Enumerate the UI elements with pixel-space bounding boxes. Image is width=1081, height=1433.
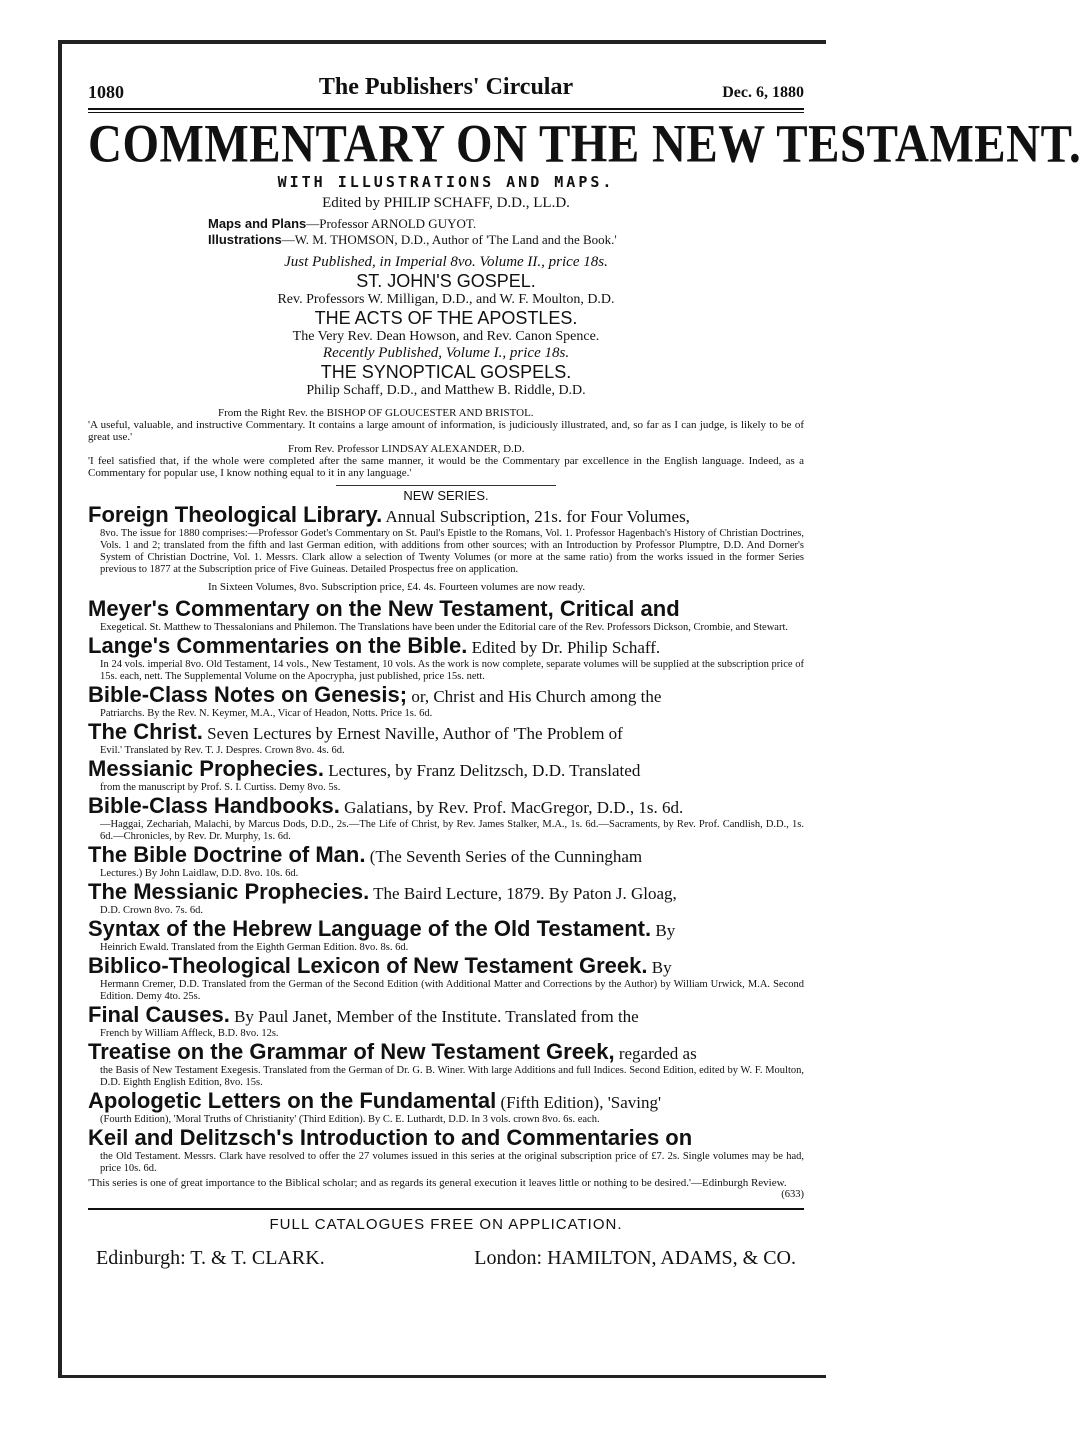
entry-title-line bbox=[88, 635, 804, 659]
page-number: 1080 bbox=[88, 82, 124, 102]
illustrations-label: Illustrations bbox=[208, 232, 282, 247]
entry-details: the Old Testament. Messrs. Clark have resolved to offer the 27 volumes issued in this series at the original subscription price of £7. 2s. Single volumes may be had, price 10s. 6d. bbox=[100, 1151, 804, 1174]
book-entry bbox=[88, 1090, 804, 1126]
running-header bbox=[88, 74, 804, 104]
entry-details: Patriarchs. By the Rev. N. Keymer, M.A., Vicar of Headon, Notts. Price 1s. 6d. bbox=[100, 708, 433, 719]
entry-title: The Bible Doctrine of Man. bbox=[88, 842, 366, 867]
entry-title-continued: (Fifth Edition), 'Saving' bbox=[496, 1093, 662, 1112]
entry-title: The Messianic Prophecies. bbox=[88, 879, 370, 904]
entry-title: Bible-Class Notes on Genesis; bbox=[88, 682, 408, 707]
editor-line: Edited by PHILIP SCHAFF, D.D., LL.D. bbox=[322, 195, 570, 211]
recently-published: Recently Published, Volume I., price 18s. bbox=[322, 345, 570, 361]
entry-title: Foreign Theological Library. bbox=[88, 502, 383, 527]
entry-details: Hermann Cremer, D.D. Translated from the German of the Second Edition (with Additional Matter and Corrections by the Author) by William Urwick, M.A. Second Edition. Demy 4to. 25s. bbox=[100, 979, 804, 1002]
entry-title: Bible-Class Handbooks. bbox=[88, 793, 340, 818]
review-quote-2: 'I feel satisfied that, if the whole were completed after the same manner, it would be the Commentary par excellence in the English language. Indeed, as a Commentary for popular use, I know nothing equal to it in any language.' bbox=[88, 455, 804, 479]
entry-title-continued: Seven Lectures by Ernest Naville, Author of 'The Problem of bbox=[202, 724, 623, 743]
entry-title-line bbox=[88, 1041, 804, 1065]
entry-title: Apologetic Letters on the Fundamental bbox=[88, 1088, 497, 1113]
entry-title-line bbox=[88, 795, 804, 819]
book-entry bbox=[88, 577, 804, 634]
entry-title-line bbox=[88, 918, 804, 942]
review-source-1: From the Right Rev. the BISHOP OF GLOUCESTER AND BRISTOL. bbox=[218, 407, 534, 419]
main-title: COMMENTARY ON THE NEW TESTAMENT. bbox=[88, 114, 1081, 174]
book-entry bbox=[88, 684, 804, 720]
entry-title: Syntax of the Hebrew Language of the Old Testament. bbox=[88, 916, 652, 941]
entry-title-line bbox=[88, 684, 804, 708]
header-rule bbox=[88, 108, 804, 113]
divider bbox=[336, 485, 556, 486]
entry-details: from the manuscript by Prof. S. I. Curtiss. Demy 8vo. 5s. bbox=[100, 782, 341, 793]
maps-text: —Professor ARNOLD GUYOT. bbox=[306, 216, 477, 231]
entry-title: Treatise on the Grammar of New Testament Greek, bbox=[88, 1039, 615, 1064]
advertisement-page bbox=[58, 40, 1081, 1378]
review-quote-1: 'A useful, valuable, and instructive Commentary. It contains a large amount of information, is judiciously illustrated, and, so far as I can judge, is likely to be of great use.' bbox=[88, 419, 804, 443]
catalogues-notice: FULL CATALOGUES FREE ON APPLICATION. bbox=[269, 1216, 623, 1233]
entry-title-line bbox=[88, 1127, 804, 1151]
entry-title-continued: (The Seventh Series of the Cunningham bbox=[365, 847, 643, 866]
book-entry bbox=[88, 918, 804, 954]
entry-details: In 24 vols. imperial 8vo. Old Testament, 14 vols., New Testament, 10 vols. As the work is now complete, separate volumes will be supplied at the subscription price of 15s. each, nett. The Supplemental Volume on the Apocrypha, just published, price 15s. nett. bbox=[100, 659, 804, 682]
entry-title-continued: Lectures, by Franz Delitzsch, D.D. Translated bbox=[324, 761, 641, 780]
entry-details: —Haggai, Zechariah, Malachi, by Marcus Dods, D.D., 2s.—The Life of Christ, by Rev. James Stalker, M.A., 1s. 6d.—Sacraments, by Rev. Prof. Candlish, D.D., 1s. 6d.—Chronicles, by Rev. Dr. Murphy, 1s. 6d. bbox=[100, 819, 804, 842]
entry-title-continued: The Baird Lecture, 1879. By Paton J. Gloag, bbox=[369, 884, 677, 903]
book-list bbox=[88, 504, 804, 1175]
entry-title-line bbox=[88, 881, 804, 905]
entry-details: Heinrich Ewald. Translated from the Eighth German Edition. 8vo. 8s. 6d. bbox=[100, 942, 409, 953]
top-border bbox=[58, 40, 826, 44]
just-published: Just Published, in Imperial 8vo. Volume II., price 18s. bbox=[284, 254, 608, 270]
entry-details: the Basis of New Testament Exegesis. Translated from the German of Dr. G. B. Winer. With large Additions and full Indices. Second Edition, edited by W. F. Moulton, D.D. Eighth English Edition, 8vo. 15s. bbox=[100, 1065, 804, 1088]
entry-details: Evil.' Translated by Rev. T. J. Despres. Crown 8vo. 4s. 6d. bbox=[100, 745, 345, 756]
acts-title: THE ACTS OF THE APOSTLES. bbox=[314, 308, 578, 328]
entry-title-line bbox=[88, 955, 804, 979]
edinburgh-publisher: Edinburgh: T. & T. CLARK. bbox=[96, 1247, 325, 1269]
bottom-border bbox=[58, 1375, 826, 1378]
entry-details: (Fourth Edition), 'Moral Truths of Christianity' (Third Edition). By C. E. Luthardt, D.D. In 3 vols. crown 8vo. 6s. each. bbox=[100, 1114, 600, 1125]
issue-date: Dec. 6, 1880 bbox=[722, 84, 804, 101]
subtitle: WITH ILLUSTRATIONS AND MAPS. bbox=[277, 173, 615, 191]
footer-rule bbox=[88, 1208, 804, 1210]
maps-label: Maps and Plans bbox=[208, 216, 307, 231]
entry-preamble: In Sixteen Volumes, 8vo. Subscription price, £4. 4s. Fourteen volumes are now ready. bbox=[208, 581, 586, 593]
illustrations-text: —W. M. THOMSON, D.D., Author of 'The Land and the Book.' bbox=[281, 232, 617, 247]
entry-title: Biblico-Theological Lexicon of New Testament Greek. bbox=[88, 953, 648, 978]
book-entry bbox=[88, 1004, 804, 1040]
entry-details: D.D. Crown 8vo. 7s. 6d. bbox=[100, 905, 203, 916]
entry-title-line bbox=[88, 504, 804, 528]
entry-title: Lange's Commentaries on the Bible. bbox=[88, 633, 468, 658]
entry-title: The Christ. bbox=[88, 719, 203, 744]
entry-details: Exegetical. St. Matthew to Thessalonians and Philemon. The Translations have been under the Editorial care of the Rev. Professors Dickson, Crombie, and Stewart. bbox=[100, 622, 788, 633]
book-entry bbox=[88, 504, 804, 576]
book-entry bbox=[88, 721, 804, 757]
left-border bbox=[58, 40, 62, 1378]
entry-title: Messianic Prophecies. bbox=[88, 756, 324, 781]
synoptical-authors: Philip Schaff, D.D., and Matthew B. Riddle, D.D. bbox=[306, 383, 586, 398]
entry-title-continued: regarded as bbox=[614, 1044, 697, 1063]
entry-title-line bbox=[88, 1090, 804, 1114]
entry-details: French by William Affleck, B.D. 8vo. 12s. bbox=[100, 1028, 279, 1039]
entry-title-continued: By Paul Janet, Member of the Institute. Translated from the bbox=[229, 1007, 639, 1026]
book-entry bbox=[88, 844, 804, 880]
page-content bbox=[88, 74, 1081, 1270]
entry-title: Keil and Delitzsch's Introduction to and Commentaries on bbox=[88, 1125, 693, 1150]
book-entry bbox=[88, 1127, 804, 1175]
publishers-line bbox=[88, 1247, 804, 1270]
book-entry bbox=[88, 881, 804, 917]
entry-title-continued: Annual Subscription, 21s. for Four Volumes, bbox=[382, 507, 690, 526]
entry-title-line bbox=[88, 1004, 804, 1028]
entry-details: Lectures.) By John Laidlaw, D.D. 8vo. 10s. 6d. bbox=[100, 868, 299, 879]
acts-authors: The Very Rev. Dean Howson, and Rev. Canon Spence. bbox=[292, 329, 600, 344]
entry-title-continued: Galatians, by Rev. Prof. MacGregor, D.D., 1s. 6d. bbox=[339, 798, 684, 817]
new-series-label: NEW SERIES. bbox=[403, 488, 489, 503]
book-entry bbox=[88, 955, 804, 1003]
st-john-title: ST. JOHN'S GOSPEL. bbox=[356, 271, 536, 291]
entry-title-continued: By bbox=[647, 958, 672, 977]
ad-number: (633) bbox=[781, 1189, 804, 1200]
book-entry bbox=[88, 1041, 804, 1089]
entry-title-continued: Edited by Dr. Philip Schaff. bbox=[467, 638, 661, 657]
st-john-authors: Rev. Professors W. Milligan, D.D., and W. F. Moulton, D.D. bbox=[277, 292, 615, 307]
journal-title: The Publishers' Circular bbox=[318, 74, 574, 100]
entry-title-line bbox=[88, 758, 804, 782]
synoptical-title: THE SYNOPTICAL GOSPELS. bbox=[320, 362, 572, 382]
book-entry bbox=[88, 635, 804, 683]
book-entry bbox=[88, 758, 804, 794]
london-publisher: London: HAMILTON, ADAMS, & CO. bbox=[474, 1247, 796, 1269]
entry-details: 8vo. The issue for 1880 comprises:—Professor Godet's Commentary on St. Paul's Epistle to the Romans, Vol. 1. Professor Hagenbach's History of Christian Doctrines, Vols. 1 and 2; translated from the fifth and last German edition, with additions from other sources; with an Introduction by Professor Plumptre, D.D. And Dorner's System of Christian Doctrine, Vol. 1. Messrs. Clark allow a selection of Twenty Volumes (or more at the same ratio) from the works issued in the former Series previous to 1877 at the Subscription price of Five Guineas. Detailed Prospectus free on application. bbox=[100, 528, 804, 575]
entry-title-line bbox=[88, 721, 804, 745]
edinburgh-review-quote: 'This series is one of great importance to the Biblical scholar; and as regards its general execution it leaves little or nothing to be desired.'—Edinburgh Review. bbox=[88, 1177, 787, 1189]
review-source-2: From Rev. Professor LINDSAY ALEXANDER, D.D. bbox=[288, 443, 525, 455]
entry-title: Meyer's Commentary on the New Testament, Critical and bbox=[88, 596, 680, 621]
entry-title: Final Causes. bbox=[88, 1002, 230, 1027]
entry-title-line bbox=[88, 598, 804, 622]
entry-title-continued: or, Christ and His Church among the bbox=[407, 687, 662, 706]
book-entry bbox=[88, 795, 804, 843]
entry-title-continued: By bbox=[651, 921, 676, 940]
entry-title-line bbox=[88, 844, 804, 868]
